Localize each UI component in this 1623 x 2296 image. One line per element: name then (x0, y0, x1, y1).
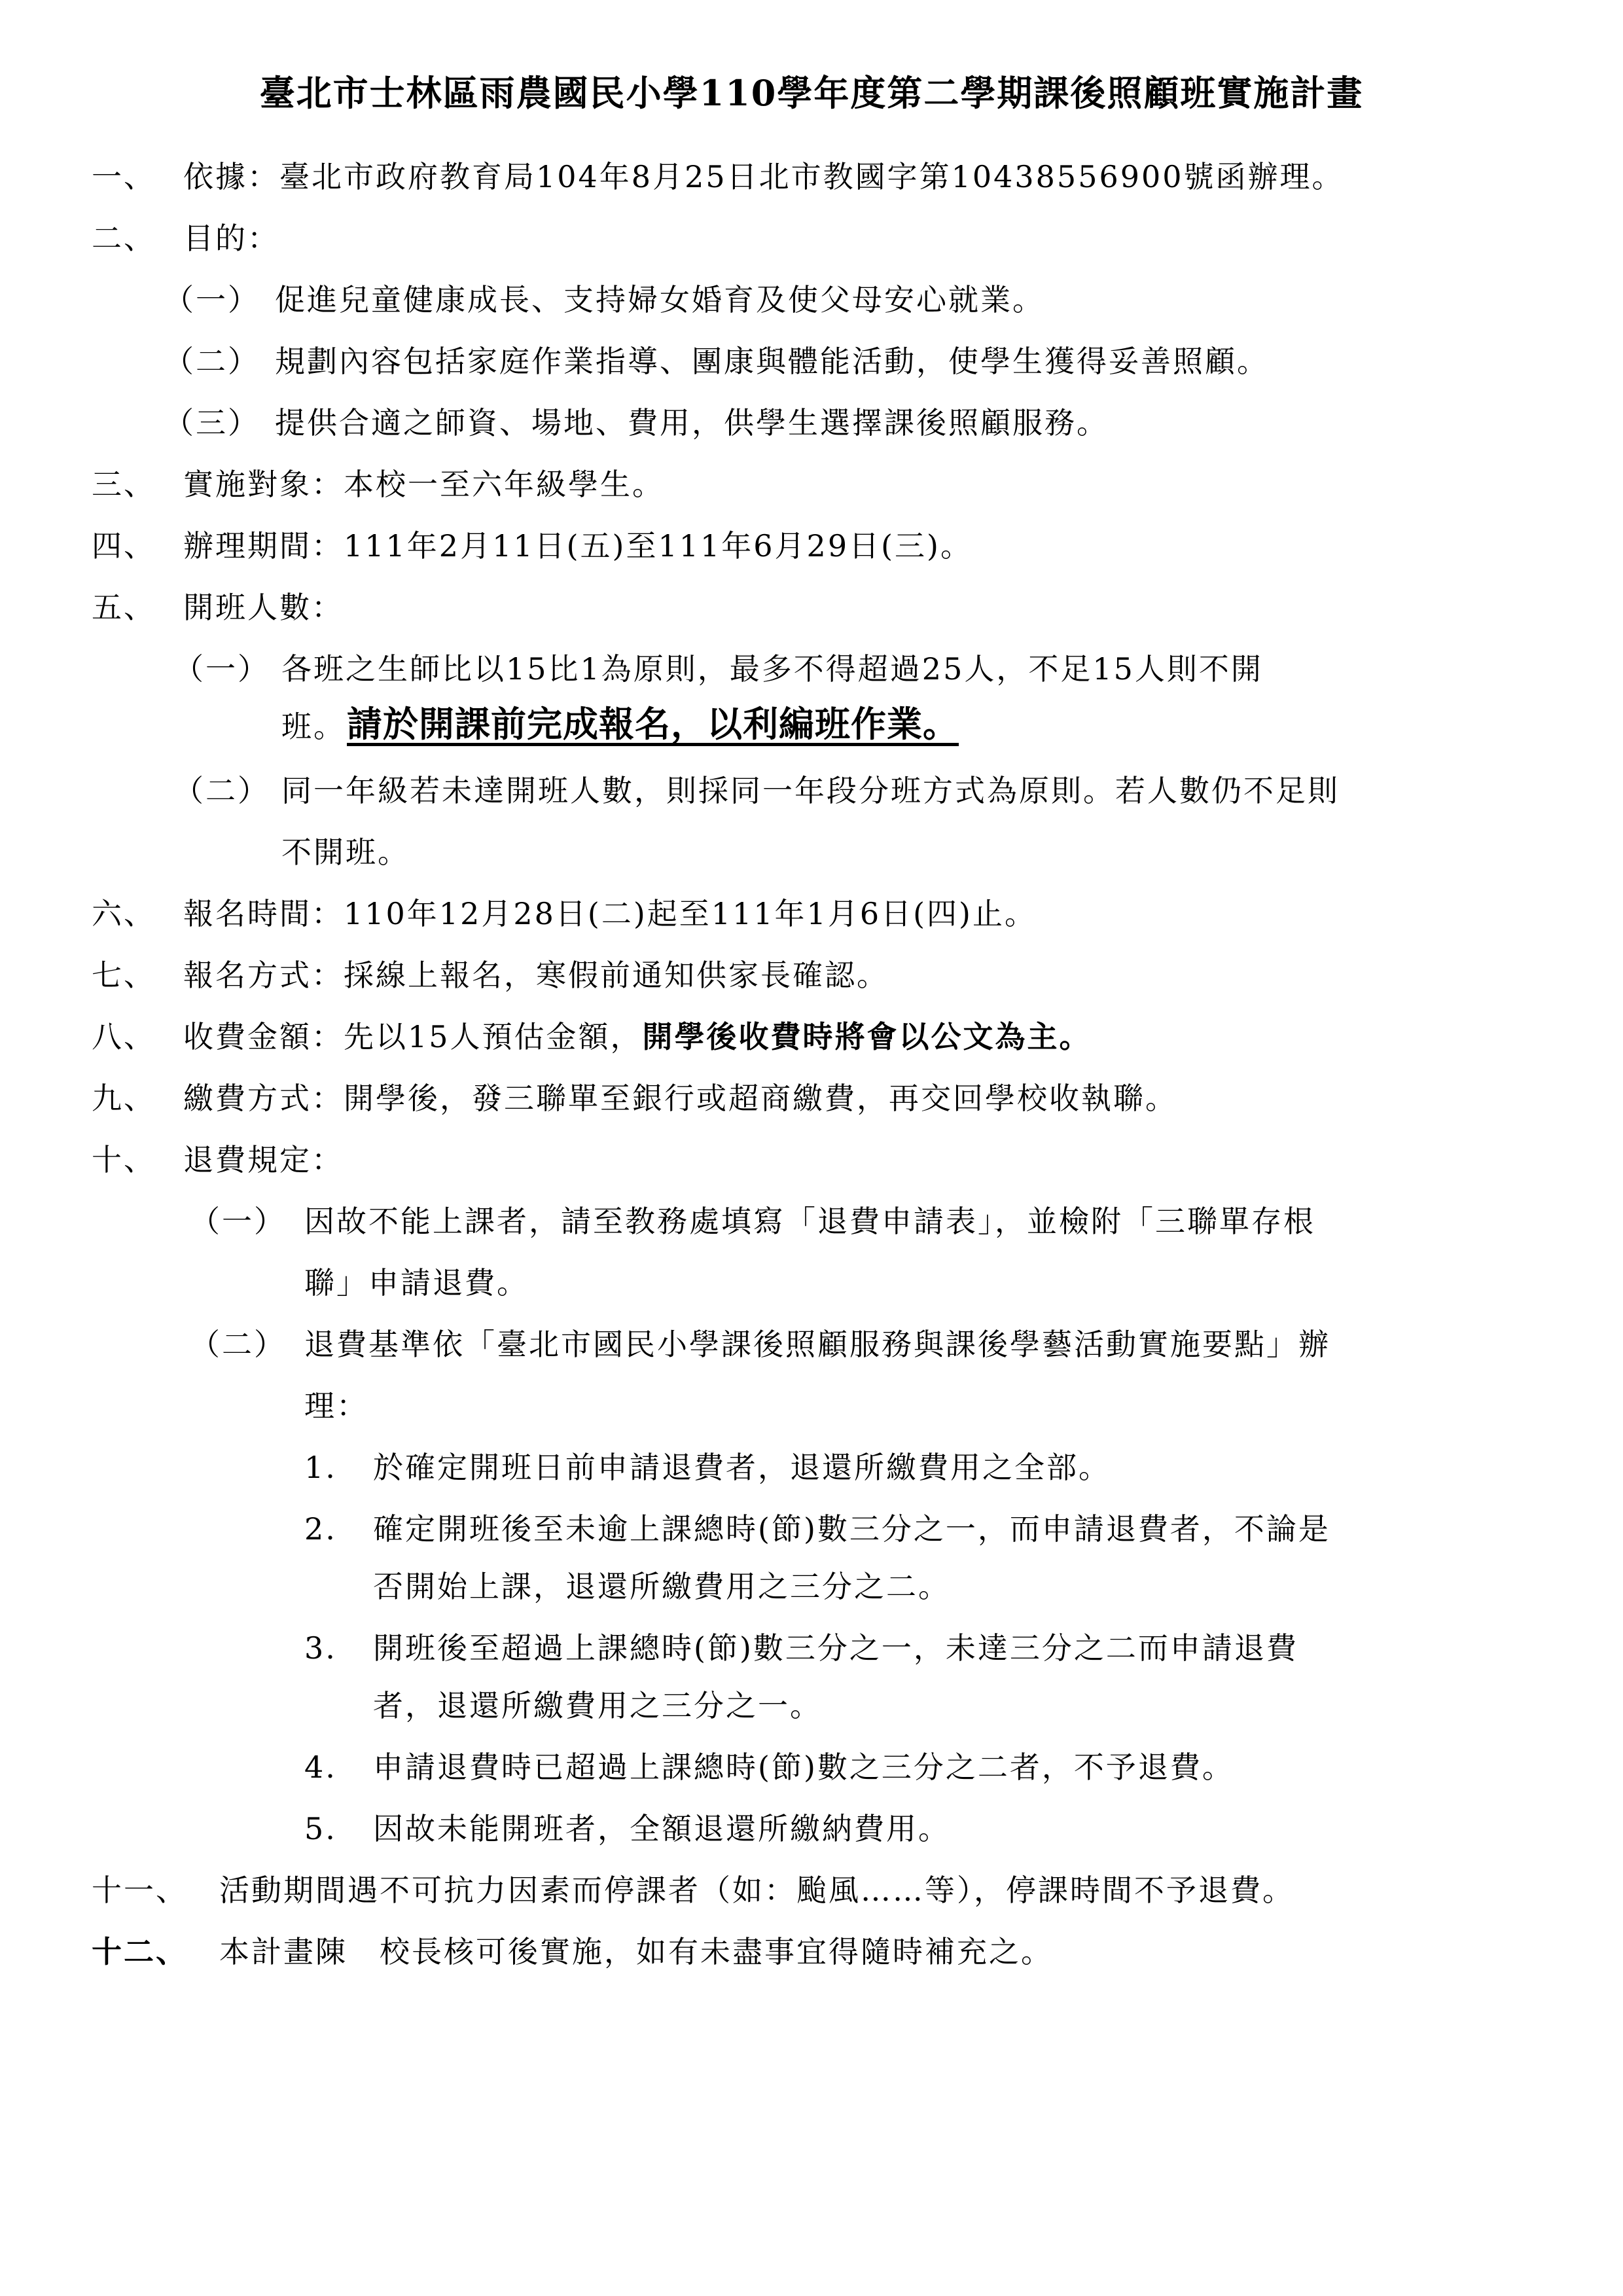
document-page: 臺北市士林區雨農國民小學110學年度第二學期課後照顧班實施計畫 一、 依據：臺北市政府教育局104年8月25日北市教國字第10438556900號函辦理。 二、 目的： （一） 促進兒童健康成長、支持婦女婚育及使父母安心就業。 （二） 規劃內容包括家庭作業指導、團康與體能活動，使學生獲得妥善照顧。 （三） 提供合適之師資、場地、費用，供學生選擇課後照顧服務。 三、 實施對象：本校一至六年級學生。 四、 辦理期間：111年2月11日(五)至111年6月29日(三)。 五、 開班人數： （一） 各班之生師比以15比1為原則，最多不得超過25人，不足15人則不開 班。 請於開課前完成報名，以利編班作業。 （二） 同一年級若未達開班人數，則採同一年段分班方式為原則。若人數仍不足則 不開班。 六、 報名時間：110年12月28日(二)起至111年1月6日(四)止。 七、 報名方式：採線上報名，寒假前通知供家長確認。 八、 收費金額：先以15人預估金額，開學後收費時將會以公文為主。 九、 繳費方式：開學後，發三聯單至銀行或超商繳費，再交回學校收執聯。 十、 退費規定： （一） 因故不能上課者，請至教務處填寫「退費申請表」，並檢附「三聯單存根 聯」申請退費。 （二） 退費基準依「臺北市國民小學課後照顧服務與課後學藝活動實施要點」辦 理： 1. 於確定開班日前申請退費者，退還所繳費用之全部。 2. 確定開班後至未逾上課總時(節)數三分之一，而申請退費者，不論是 否開始上課，退還所繳費用之三分之二。 3. 開班後至超過上課總時(節)數三分之一，未達三分之二而申請退費 者，退還所繳費用之三分之一。 4. 申請退費時已超過上課總時(節)數之三分之二者，不予退費。 5. 因故未能開班者，全額退還所繳納費用。 十一、 活動期間遇不可抗力因素而停課者（如：颱風……等），停課時間不予退費。 十二、 本計畫陳 校長核可後實施，如有未盡事宜得隨時補充之。 (0, 0, 1623, 2296)
fee-notice: 開學後收費時將會以公文為主。 (642, 1019, 1092, 1054)
registration-notice: 請於開課前完成報名，以利編班作業。 (347, 703, 959, 745)
page-title: 臺北市士林區雨農國民小學110學年度第二學期課後照顧班實施計畫 (259, 72, 1364, 114)
